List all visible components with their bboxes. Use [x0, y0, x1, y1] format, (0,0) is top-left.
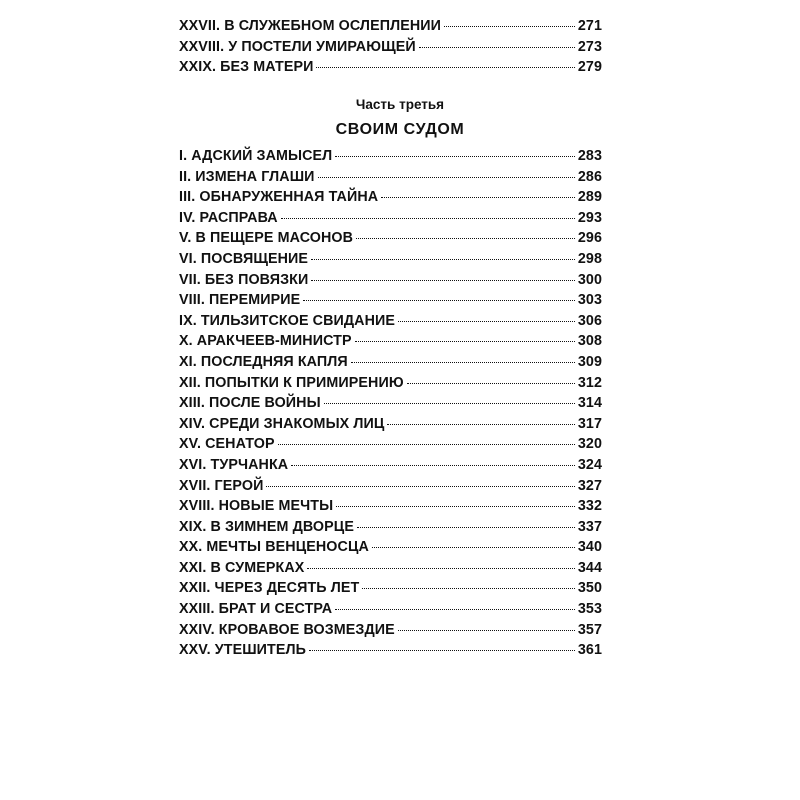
toc-entry-page: 289	[577, 189, 602, 206]
toc-entry-title: II. ИЗМЕНА ГЛАШИ	[179, 168, 315, 185]
toc-entry-page: 308	[577, 333, 602, 350]
toc-entry-title: III. ОБНАРУЖЕННАЯ ТАЙНА	[179, 189, 379, 206]
dot-leader	[281, 218, 575, 219]
toc-entry	[179, 558, 602, 579]
part-title: СВОИМ СУДОМ	[335, 121, 465, 138]
toc-entry-page: 317	[577, 415, 602, 432]
toc-entry-title: VI. ПОСВЯЩЕНИЕ	[179, 250, 309, 267]
toc-entry	[179, 434, 602, 455]
toc-entry-title: XXIII. БРАТ И СЕСТРА	[179, 601, 333, 618]
toc-entry-title: XVIII. НОВЫЕ МЕЧТЫ	[179, 498, 334, 515]
toc-entry-title: XXI. В СУМЕРКАХ	[179, 559, 305, 576]
dot-leader	[291, 465, 575, 466]
toc-entry	[179, 352, 602, 373]
toc-entry-title: XXIX. БЕЗ МАТЕРИ	[179, 59, 314, 76]
toc-entry-title: X. АРАКЧЕЕВ-МИНИСТР	[179, 333, 352, 350]
toc-entry-page: 314	[577, 395, 602, 412]
toc-entry	[179, 37, 602, 58]
dot-leader	[266, 486, 574, 487]
toc-entry-page: 306	[577, 312, 602, 329]
toc-entry	[179, 455, 602, 476]
toc-entry-page: 344	[577, 559, 602, 576]
dot-leader	[351, 362, 575, 363]
dot-leader	[419, 47, 575, 48]
toc-entry-page: 298	[577, 250, 602, 267]
toc-entry-page: 332	[577, 498, 602, 515]
toc-entry	[179, 640, 602, 661]
toc-entry-title: XIII. ПОСЛЕ ВОЙНЫ	[179, 395, 321, 412]
toc-entry	[179, 620, 602, 641]
toc-entry-title: V. В ПЕЩЕРЕ МАСОНОВ	[179, 230, 354, 247]
toc-entry-title: XVII. ГЕРОЙ	[179, 477, 264, 494]
toc-entry-title: XXII. ЧЕРЕЗ ДЕСЯТЬ ЛЕТ	[179, 580, 360, 597]
dot-leader	[278, 444, 575, 445]
toc-entry	[179, 599, 602, 620]
toc-entry-title: I. АДСКИЙ ЗАМЫСЕЛ	[179, 148, 333, 164]
toc-list-continued	[179, 16, 602, 78]
toc-entry	[179, 331, 602, 352]
toc-entry	[179, 496, 602, 517]
dot-leader	[335, 156, 575, 157]
toc-entry-page: 283	[577, 148, 602, 164]
toc-entry-title: XXV. УТЕШИТЕЛЬ	[179, 642, 307, 659]
part-label: Часть третья	[355, 97, 445, 112]
dot-leader	[381, 197, 575, 198]
toc-entry-title: XXVIII. У ПОСТЕЛИ УМИРАЮЩЕЙ	[179, 38, 416, 55]
dot-leader	[311, 259, 575, 260]
toc-entry-page: 309	[577, 353, 602, 370]
toc-entry-title: XXVII. В СЛУЖЕБНОМ ОСЛЕПЛЕНИИ	[179, 18, 442, 34]
toc-entry-page: 273	[577, 38, 602, 55]
toc-entry	[179, 517, 602, 538]
dot-leader	[336, 506, 575, 507]
dot-leader	[311, 280, 574, 281]
toc-entry	[179, 373, 602, 394]
toc-entry-page: 327	[577, 477, 602, 494]
toc-entry-title: XII. ПОПЫТКИ К ПРИМИРЕНИЮ	[179, 374, 404, 391]
toc-entry	[179, 228, 602, 249]
dot-leader	[355, 341, 575, 342]
toc-entry	[179, 311, 602, 332]
dot-leader	[398, 630, 575, 631]
toc-entry	[179, 187, 602, 208]
toc-entry	[179, 57, 602, 78]
toc-entry-title: XX. МЕЧТЫ ВЕНЦЕНОСЦА	[179, 539, 369, 556]
toc-entry-title: XIV. СРЕДИ ЗНАКОМЫХ ЛИЦ	[179, 415, 385, 432]
dot-leader	[372, 547, 575, 548]
toc-entry-title: XI. ПОСЛЕДНЯЯ КАПЛЯ	[179, 353, 348, 370]
toc-entry-page: 353	[577, 601, 602, 618]
dot-leader	[357, 527, 575, 528]
dot-leader	[335, 609, 575, 610]
toc-entry	[179, 249, 602, 270]
dot-leader	[309, 650, 575, 651]
toc-entry	[179, 16, 602, 37]
dot-leader	[362, 588, 574, 589]
dot-leader	[444, 26, 575, 27]
toc-entry	[179, 208, 602, 229]
toc-entry-page: 350	[577, 580, 602, 597]
toc-entry-title: VIII. ПЕРЕМИРИЕ	[179, 292, 301, 309]
toc-entry	[179, 537, 602, 558]
toc-entry-page: 312	[577, 374, 602, 391]
dot-leader	[316, 67, 574, 68]
toc-entry-title: XIX. В ЗИМНЕМ ДВОРЦЕ	[179, 518, 354, 535]
dot-leader	[398, 321, 575, 322]
toc-entry-title: IV. РАСПРАВА	[179, 209, 278, 226]
toc-list-part-three	[179, 146, 602, 661]
toc-entry	[179, 393, 602, 414]
dot-leader	[387, 424, 574, 425]
toc-entry-title: IX. ТИЛЬЗИТСКОЕ СВИДАНИЕ	[179, 312, 396, 329]
dot-leader	[307, 568, 574, 569]
toc-entry	[179, 270, 602, 291]
toc-entry-page: 303	[577, 292, 602, 309]
toc-entry-page: 271	[577, 18, 602, 34]
dot-leader	[324, 403, 575, 404]
toc-entry-title: XV. СЕНАТОР	[179, 436, 275, 453]
toc-entry	[179, 167, 602, 188]
toc-entry-page: 324	[577, 456, 602, 473]
toc-entry-page: 300	[577, 271, 602, 288]
toc-entry	[179, 290, 602, 311]
toc-entry-page: 320	[577, 436, 602, 453]
toc-entry-page: 340	[577, 539, 602, 556]
dot-leader	[303, 300, 575, 301]
toc-entry	[179, 146, 602, 167]
toc-entry	[179, 578, 602, 599]
dot-leader	[356, 238, 575, 239]
toc-entry-page: 357	[577, 621, 602, 638]
dot-leader	[407, 383, 575, 384]
toc-entry-page: 361	[577, 642, 602, 659]
toc-entry-page: 296	[577, 230, 602, 247]
toc-entry-page: 279	[577, 59, 602, 76]
toc-entry-page: 337	[577, 518, 602, 535]
toc-entry-page: 293	[577, 209, 602, 226]
toc-entry-title: XVI. ТУРЧАНКА	[179, 456, 289, 473]
dot-leader	[318, 177, 575, 178]
toc-entry-title: XXIV. КРОВАВОЕ ВОЗМЕЗДИЕ	[179, 621, 395, 638]
toc-entry	[179, 414, 602, 435]
toc-entry	[179, 476, 602, 497]
toc-entry-page: 286	[577, 168, 602, 185]
toc-entry-title: VII. БЕЗ ПОВЯЗКИ	[179, 271, 309, 288]
